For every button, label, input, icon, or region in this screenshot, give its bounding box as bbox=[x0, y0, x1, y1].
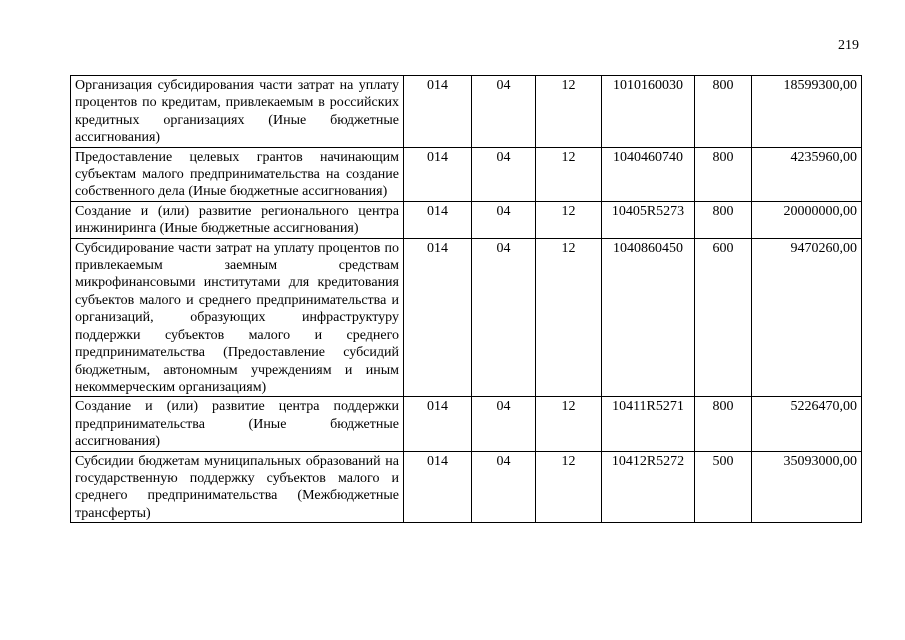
ministry-code: 014 bbox=[404, 76, 472, 148]
row-description: Создание и (или) развитие центра поддержки предпринимательства (Иные бюджетные ассигнования) bbox=[71, 397, 404, 451]
table-row bbox=[71, 238, 862, 397]
table-row bbox=[71, 76, 862, 148]
ministry-code: 014 bbox=[404, 201, 472, 238]
subsection-code: 12 bbox=[536, 451, 602, 523]
table-row bbox=[71, 397, 862, 451]
expense-type-code: 500 bbox=[695, 451, 752, 523]
section-code: 04 bbox=[472, 397, 536, 451]
amount: 18599300,00 bbox=[752, 76, 862, 148]
subsection-code: 12 bbox=[536, 147, 602, 201]
page-number: 219 bbox=[838, 38, 859, 53]
row-description: Субсидирование части затрат на уплату процентов по привлекаемым заемным средствам микрофинансовыми институтами для кредитования субъектов малого и среднего предпринимательства и организаций, образующих инфраструктуру поддержки субъектов малого и среднего предпринимательства (Предоставление субсидий бюджетным, автономным учреждениям и иным некоммерческим организациям) bbox=[71, 238, 404, 397]
row-description: Организация субсидирования части затрат на уплату процентов по кредитам, привлекаемым в российских кредитных организациях (Иные бюджетные ассигнования) bbox=[71, 76, 404, 148]
subsection-code: 12 bbox=[536, 201, 602, 238]
amount: 4235960,00 bbox=[752, 147, 862, 201]
target-article-code: 10411R5271 bbox=[602, 397, 695, 451]
expense-type-code: 800 bbox=[695, 147, 752, 201]
target-article-code: 10405R5273 bbox=[602, 201, 695, 238]
target-article-code: 1040460740 bbox=[602, 147, 695, 201]
row-description: Субсидии бюджетам муниципальных образований на государственную поддержку субъектов малого и среднего предпринимательства (Межбюджетные трансферты) bbox=[71, 451, 404, 523]
target-article-code: 1010160030 bbox=[602, 76, 695, 148]
table-row bbox=[71, 147, 862, 201]
section-code: 04 bbox=[472, 238, 536, 397]
target-article-code: 1040860450 bbox=[602, 238, 695, 397]
row-description: Предоставление целевых грантов начинающим субъектам малого предпринимательства на создание собственного дела (Иные бюджетные ассигнования) bbox=[71, 147, 404, 201]
subsection-code: 12 bbox=[536, 238, 602, 397]
section-code: 04 bbox=[472, 201, 536, 238]
expense-type-code: 600 bbox=[695, 238, 752, 397]
subsection-code: 12 bbox=[536, 397, 602, 451]
subsection-code: 12 bbox=[536, 76, 602, 148]
section-code: 04 bbox=[472, 451, 536, 523]
section-code: 04 bbox=[472, 76, 536, 148]
amount: 35093000,00 bbox=[752, 451, 862, 523]
amount: 9470260,00 bbox=[752, 238, 862, 397]
amount: 5226470,00 bbox=[752, 397, 862, 451]
row-description: Создание и (или) развитие регионального центра инжиниринга (Иные бюджетные ассигнования) bbox=[71, 201, 404, 238]
section-code: 04 bbox=[472, 147, 536, 201]
expense-type-code: 800 bbox=[695, 397, 752, 451]
expense-type-code: 800 bbox=[695, 201, 752, 238]
table-row bbox=[71, 201, 862, 238]
ministry-code: 014 bbox=[404, 397, 472, 451]
table-row bbox=[71, 451, 862, 523]
ministry-code: 014 bbox=[404, 451, 472, 523]
ministry-code: 014 bbox=[404, 238, 472, 397]
amount: 20000000,00 bbox=[752, 201, 862, 238]
budget-table bbox=[70, 75, 862, 523]
ministry-code: 014 bbox=[404, 147, 472, 201]
expense-type-code: 800 bbox=[695, 76, 752, 148]
target-article-code: 10412R5272 bbox=[602, 451, 695, 523]
